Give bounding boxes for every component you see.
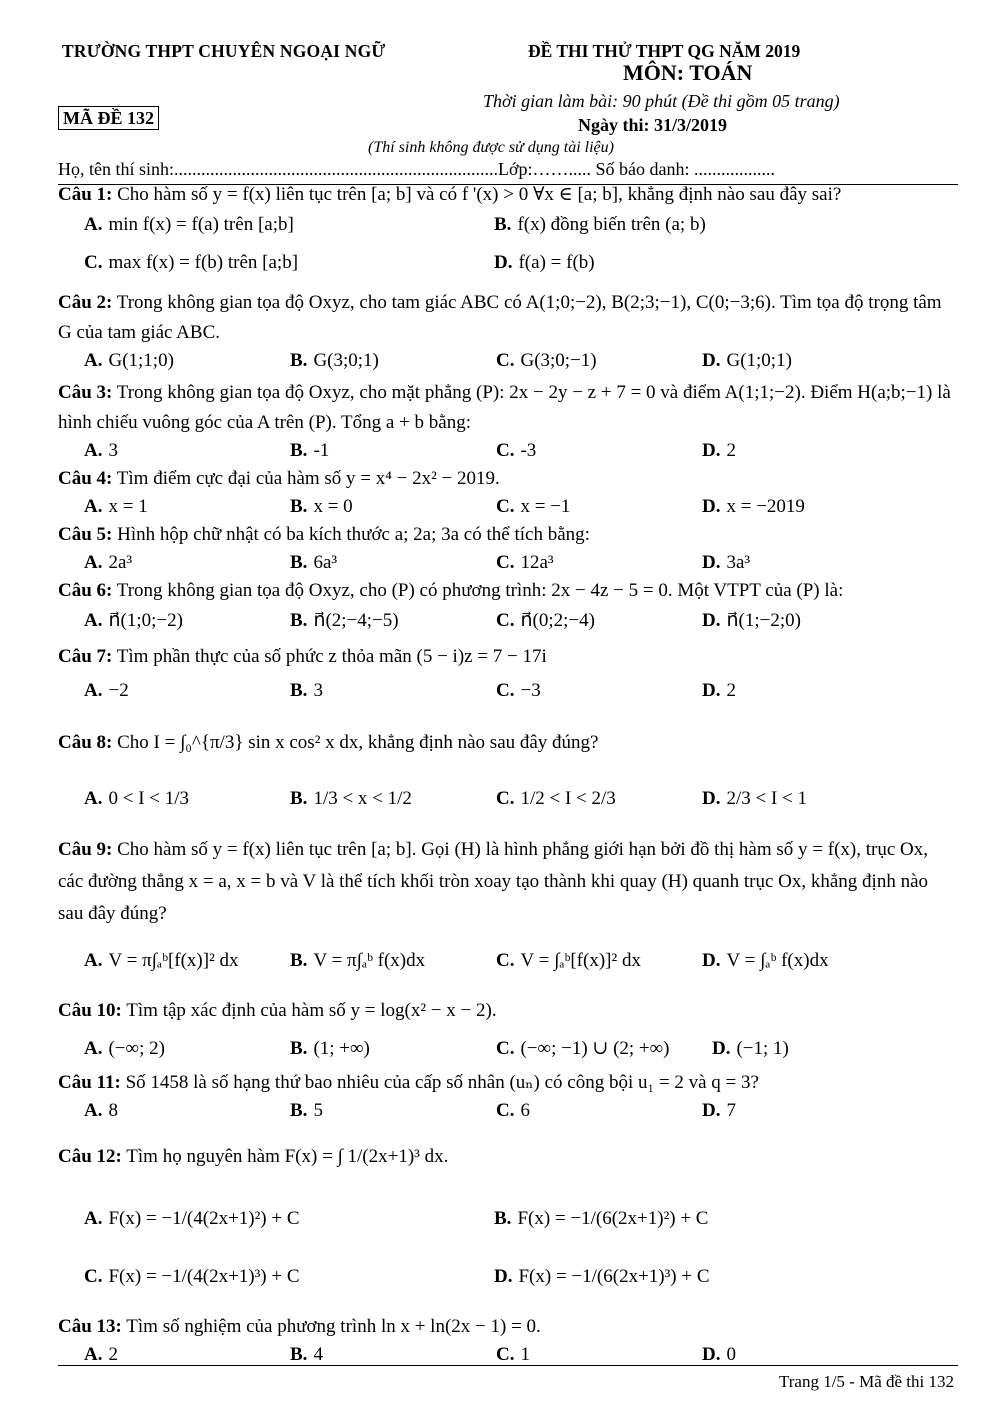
option-letter: D. [702,1344,721,1365]
option-letter: D. [702,680,721,701]
question-text: Số 1458 là số hạng thứ bao nhiêu của cấp số nhân (uₙ) có công bội u₁ = 2 và q = 3? [125,1072,759,1093]
option-letter: C. [496,680,515,701]
option-letter: B. [290,950,308,971]
question-6 [58,578,958,604]
option-a: G(1;1;0) [108,350,174,371]
exam-note: (Thí sinh không được sử dụng tài liệu) [368,139,614,156]
question-label: Câu 7: [58,646,113,667]
question-label: Câu 8: [58,732,113,753]
question-4 [58,466,958,492]
question-3 [58,378,958,438]
option-d: G(1;0;1) [726,350,792,371]
option-d: 2/3 < I < 1 [726,788,808,809]
option-b: x = 0 [313,496,353,517]
option-c: G(3;0;−1) [520,350,597,371]
option-letter: B. [494,214,512,235]
option-b: f(x) đồng biến trên (a; b) [517,214,706,235]
option-b: 6a³ [313,552,338,573]
option-letter: B. [290,496,308,517]
student-info-line: Họ, tên thí sinh:........................................................................Lớp:……..... Số báo danh: .................. [58,156,958,185]
option-a: 2 [108,1344,118,1365]
option-letter: D. [494,1266,513,1287]
option-letter: D. [702,1100,721,1121]
question-5 [58,522,958,548]
option-b: F(x) = −1/(6(2x+1)²) + C [517,1208,709,1229]
option-d: F(x) = −1/(6(2x+1)³) + C [518,1266,710,1287]
question-8 [58,730,958,756]
option-d: 2 [726,680,736,701]
option-d: 0 [726,1344,736,1365]
question-text: Hình hộp chữ nhật có ba kích thước a; 2a; 3a có thể tích bằng: [117,524,590,545]
option-letter: B. [290,440,308,461]
option-letter: A. [84,350,103,371]
option-a: min f(x) = f(a) trên [a;b] [108,214,294,235]
school-name: TRƯỜNG THPT CHUYÊN NGOẠI NGỮ [62,41,386,61]
option-letter: A. [84,1100,103,1121]
option-c: -3 [520,440,537,461]
option-letter: D. [702,350,721,371]
question-label: Câu 13: [58,1316,122,1337]
option-letter: B. [290,788,308,809]
question-label: Câu 12: [58,1146,122,1167]
option-c: 6 [520,1100,530,1121]
option-c: 12a³ [520,552,554,573]
question-13 [58,1314,958,1340]
option-letter: C. [496,350,515,371]
option-letter: C. [496,1038,515,1059]
option-c: x = −1 [520,496,571,517]
exam-code-box: MÃ ĐỀ 132 [58,106,159,130]
question-text: Tìm tập xác định của hàm số y = log(x² − x − 2). [126,1000,497,1021]
option-letter: A. [84,788,103,809]
question-label: Câu 2: [58,292,113,313]
question-label: Câu 5: [58,524,113,545]
question-label: Câu 6: [58,580,113,601]
question-label: Câu 11: [58,1072,121,1093]
option-d: 7 [726,1100,736,1121]
option-d: f(a) = f(b) [518,252,595,273]
option-c: 1 [520,1344,530,1365]
option-letter: A. [84,1344,103,1365]
option-c: n⃗(0;2;−4) [520,610,595,631]
option-letter: A. [84,552,103,573]
question-text: , khẳng định nào sau đây đúng? [358,732,599,753]
question-label: Câu 9: [58,839,113,860]
exam-page [58,30,958,1368]
question-label: Câu 1: [58,184,113,205]
option-c: (−∞; −1) ∪ (2; +∞) [520,1038,670,1059]
question-2 [58,288,958,348]
question-label: Câu 3: [58,382,113,403]
question-text: Trong không gian tọa độ Oxyz, cho tam giác ABC có A(1;0;−2), B(2;3;−1), C(0;−3;6). Tìm tọa độ trọng tâm G của tam giác ABC. [58,292,942,343]
option-letter: B. [290,610,308,631]
option-a: −2 [108,680,129,701]
option-letter: A. [84,680,103,701]
option-letter: A. [84,496,103,517]
option-b: 1/3 < x < 1/2 [313,788,412,809]
option-d: V = ∫ₐᵇ f(x)dx [726,950,829,971]
question-text: Cho hàm số y = f(x) liên tục trên [a; b]. Gọi (H) là hình phẳng giới hạn bởi đồ thị hàm số y = f(x), trục Ox, các đường thẳng x = a, x = b và V là thể tích khối tròn xoay tạo thành khi quay (H) quanh trục Ox, khẳng định nào sau đây đúng? [58,839,929,924]
option-letter: D. [712,1038,731,1059]
option-b: 4 [313,1344,323,1365]
question-text: Tìm điểm cực đại của hàm số y = x⁴ − 2x² − 2019. [116,468,500,489]
option-letter: C. [496,496,515,517]
option-b: -1 [313,440,330,461]
option-c: max f(x) = f(b) trên [a;b] [108,252,299,273]
option-d: 3a³ [726,552,751,573]
option-a: F(x) = −1/(4(2x+1)²) + C [108,1208,300,1229]
option-b: G(3;0;1) [313,350,379,371]
option-letter: C. [84,252,103,273]
option-d: (−1; 1) [736,1038,789,1059]
option-a: 0 < I < 1/3 [108,788,190,809]
option-letter: D. [702,950,721,971]
question-11 [58,1070,958,1096]
option-letter: C. [496,1100,515,1121]
integral-expression: Cho I = ∫₀^{π/3} sin x cos² x dx [117,732,359,753]
option-letter: A. [84,1038,103,1059]
option-a: 3 [108,440,118,461]
question-text: Tìm phần thực của số phức z thỏa mãn (5 − i)z = 7 − 17i [116,646,547,667]
option-letter: D. [702,788,721,809]
option-d: 2 [726,440,736,461]
option-letter: A. [84,950,103,971]
option-a: (−∞; 2) [108,1038,165,1059]
question-10 [58,998,958,1024]
question-9 [58,834,958,930]
option-a: n⃗(1;0;−2) [108,610,183,631]
question-7 [58,644,958,670]
option-letter: A. [84,610,103,631]
option-a: 2a³ [108,552,133,573]
option-d: x = −2019 [726,496,805,517]
option-letter: A. [84,440,103,461]
option-letter: B. [290,680,308,701]
option-letter: A. [84,1208,103,1229]
option-c: F(x) = −1/(4(2x+1)³) + C [108,1266,300,1287]
option-c: 1/2 < I < 2/3 [520,788,616,809]
question-text: Trong không gian tọa độ Oxyz, cho (P) có phương trình: 2x − 4z − 5 = 0. Một VTPT của (P) là: [116,580,844,601]
option-letter: B. [290,1038,308,1059]
question-12 [58,1144,958,1170]
option-letter: C. [496,552,515,573]
option-letter: D. [702,440,721,461]
option-letter: C. [496,950,515,971]
question-1 [58,182,958,208]
question-label: Câu 10: [58,1000,122,1021]
page-number: Trang 1/5 - Mã đề thi 132 [778,1372,954,1391]
option-b: n⃗(2;−4;−5) [313,610,399,631]
option-b: 3 [313,680,323,701]
question-text: Trong không gian tọa độ Oxyz, cho mặt phẳng (P): 2x − 2y − z + 7 = 0 và điểm A(1;1;−2). Điểm H(a;b;−1) là hình chiếu vuông góc của A trên (P). Tổng a + b bằng: [58,382,951,433]
option-letter: B. [290,350,308,371]
exam-subject: MÔN: TOÁN [623,60,753,85]
option-letter: D. [702,610,721,631]
option-b: V = π∫ₐᵇ f(x)dx [313,950,426,971]
option-a: 8 [108,1100,118,1121]
option-letter: B. [290,1100,308,1121]
question-label: Câu 4: [58,468,113,489]
exam-header [58,30,958,180]
exam-date: Ngày thi: 31/3/2019 [578,115,728,135]
option-letter: B. [290,552,308,573]
exam-title: ĐỀ THI THỬ THPT QG NĂM 2019 [528,41,801,61]
option-d: n⃗(1;−2;0) [726,610,801,631]
exam-duration: Thời gian làm bài: 90 phút (Đề thi gồm 05 trang) [483,91,840,111]
question-text: Cho hàm số y = f(x) liên tục trên [a; b] và có f '(x) > 0 ∀x ∈ [a; b], khẳng định nào sau đây sai? [117,184,842,205]
option-a: V = π∫ₐᵇ[f(x)]² dx [108,950,239,971]
option-letter: C. [496,1344,515,1365]
option-c: −3 [520,680,541,701]
option-letter: B. [290,1344,308,1365]
option-letter: C. [496,440,515,461]
option-letter: A. [84,214,103,235]
question-text: Tìm số nghiệm của phương trình ln x + ln(2x − 1) = 0. [126,1316,541,1337]
option-c: V = ∫ₐᵇ[f(x)]² dx [520,950,641,971]
option-letter: C. [496,610,515,631]
option-letter: D. [702,496,721,517]
question-text: Tìm họ nguyên hàm F(x) = ∫ 1/(2x+1)³ dx. [126,1146,449,1167]
option-b: (1; +∞) [313,1038,370,1059]
option-letter: C. [496,788,515,809]
option-a: x = 1 [108,496,148,517]
option-letter: D. [702,552,721,573]
option-b: 5 [313,1100,323,1121]
page-footer [58,1365,958,1391]
option-letter: D. [494,252,513,273]
option-letter: B. [494,1208,512,1229]
option-letter: C. [84,1266,103,1287]
